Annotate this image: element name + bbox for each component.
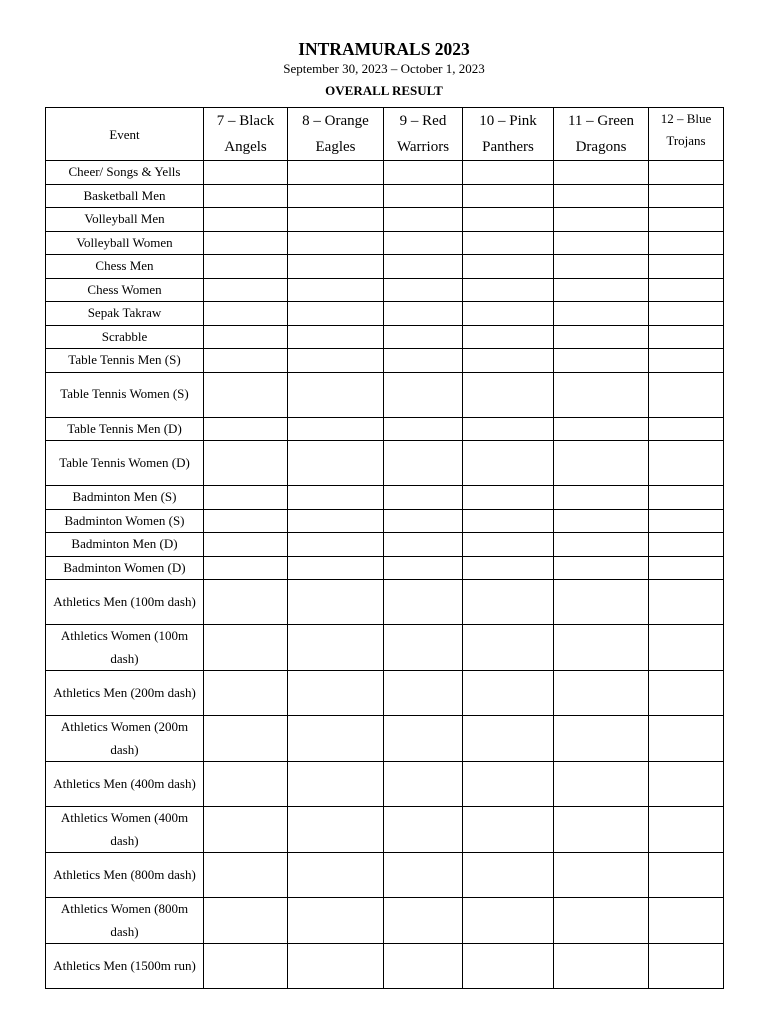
- overall-results-table: [45, 107, 724, 989]
- score-cell: [204, 278, 288, 302]
- table-row: [46, 762, 724, 807]
- score-cell: [554, 302, 649, 326]
- score-cell: [554, 349, 649, 373]
- score-cell: [554, 417, 649, 441]
- score-cell: [463, 533, 554, 557]
- score-cell: [649, 556, 724, 580]
- score-cell: [384, 325, 463, 349]
- score-cell: [204, 184, 288, 208]
- score-cell: [288, 372, 384, 417]
- score-cell: [649, 208, 724, 232]
- score-cell: [384, 807, 463, 853]
- header-row: [46, 108, 724, 161]
- table-row: [46, 208, 724, 232]
- event-cell: [46, 671, 204, 716]
- table-row: [46, 898, 724, 944]
- event-column-header: Event: [46, 108, 204, 161]
- score-cell: [204, 441, 288, 486]
- score-cell: [384, 762, 463, 807]
- event-name: Volleyball Women: [76, 234, 173, 250]
- table-row: [46, 533, 724, 557]
- score-cell: [288, 762, 384, 807]
- team-name: Panthers: [482, 139, 534, 155]
- score-cell: [463, 625, 554, 671]
- event-name: Athletics Men (400m dash): [53, 775, 196, 791]
- score-cell: [204, 807, 288, 853]
- score-cell: [384, 278, 463, 302]
- score-cell: [204, 944, 288, 989]
- event-cell: [46, 853, 204, 898]
- event-cell: [46, 441, 204, 486]
- score-cell: [384, 716, 463, 762]
- score-cell: [649, 533, 724, 557]
- score-cell: [288, 255, 384, 279]
- score-cell: [288, 671, 384, 716]
- team-number-color: 11 – Green: [567, 113, 635, 129]
- event-cell: [46, 161, 204, 185]
- event-name: Cheer/ Songs & Yells: [68, 164, 181, 179]
- event-name: Athletics Men (1500m run): [53, 957, 196, 973]
- score-cell: [649, 716, 724, 762]
- score-cell: [384, 372, 463, 417]
- table-row: [46, 944, 724, 989]
- score-cell: [204, 762, 288, 807]
- event-name: Chess Men: [95, 258, 154, 273]
- score-cell: [204, 533, 288, 557]
- team-name: Warriors: [396, 139, 450, 155]
- results-body: [46, 161, 724, 989]
- score-cell: [554, 231, 649, 255]
- score-cell: [554, 208, 649, 232]
- table-row: [46, 580, 724, 625]
- score-cell: [204, 231, 288, 255]
- event-cell: [46, 278, 204, 302]
- event-cell: [46, 807, 204, 853]
- score-cell: [384, 208, 463, 232]
- score-cell: [463, 441, 554, 486]
- team-number-color: 7 – Black: [216, 113, 275, 129]
- score-cell: [384, 417, 463, 441]
- score-cell: [649, 509, 724, 533]
- score-cell: [554, 807, 649, 853]
- score-cell: [649, 486, 724, 510]
- score-cell: [463, 184, 554, 208]
- score-cell: [384, 302, 463, 326]
- team-header-red-warriors: [384, 108, 463, 161]
- score-cell: [204, 372, 288, 417]
- score-cell: [554, 184, 649, 208]
- score-cell: [554, 161, 649, 185]
- document-title: INTRAMURALS 2023: [298, 39, 470, 59]
- table-row: [46, 255, 724, 279]
- score-cell: [463, 898, 554, 944]
- score-cell: [204, 509, 288, 533]
- score-cell: [288, 807, 384, 853]
- event-cell: [46, 486, 204, 510]
- score-cell: [463, 486, 554, 510]
- score-cell: [463, 716, 554, 762]
- event-name: Table Tennis Women (S): [60, 386, 189, 402]
- score-cell: [288, 486, 384, 510]
- score-cell: [554, 898, 649, 944]
- event-name: Basketball Men: [83, 187, 166, 203]
- score-cell: [288, 325, 384, 349]
- score-cell: [204, 208, 288, 232]
- table-row: [46, 302, 724, 326]
- table-row: [46, 853, 724, 898]
- team-number-color: 9 – Red: [399, 113, 447, 129]
- score-cell: [649, 853, 724, 898]
- score-cell: [554, 716, 649, 762]
- score-cell: [288, 556, 384, 580]
- date-range: September 30, 2023 – October 1, 2023: [283, 61, 485, 76]
- score-cell: [384, 853, 463, 898]
- event-cell: [46, 184, 204, 208]
- table-row: [46, 671, 724, 716]
- score-cell: [649, 278, 724, 302]
- score-cell: [384, 255, 463, 279]
- table-row: [46, 161, 724, 185]
- event-cell: [46, 208, 204, 232]
- table-row: [46, 184, 724, 208]
- score-cell: [554, 944, 649, 989]
- event-name: Table Tennis Men (D): [67, 420, 182, 436]
- event-cell: [46, 349, 204, 373]
- score-cell: [463, 325, 554, 349]
- score-cell: [288, 625, 384, 671]
- score-cell: [649, 807, 724, 853]
- table-row: [46, 349, 724, 373]
- score-cell: [554, 255, 649, 279]
- score-cell: [204, 853, 288, 898]
- event-name: Badminton Men (D): [71, 536, 178, 551]
- table-row: [46, 556, 724, 580]
- score-cell: [288, 533, 384, 557]
- event-name: Athletics Men (800m dash): [53, 866, 196, 882]
- score-cell: [204, 716, 288, 762]
- score-cell: [649, 944, 724, 989]
- score-cell: [204, 255, 288, 279]
- event-name: Athletics Women (100m dash): [60, 628, 189, 666]
- team-header-orange-eagles: [288, 108, 384, 161]
- event-cell: [46, 898, 204, 944]
- score-cell: [288, 509, 384, 533]
- score-cell: [288, 417, 384, 441]
- event-name: Athletics Men (100m dash): [53, 593, 196, 609]
- score-cell: [288, 349, 384, 373]
- score-cell: [463, 208, 554, 232]
- score-cell: [463, 762, 554, 807]
- score-cell: [288, 184, 384, 208]
- table-row: [46, 486, 724, 510]
- team-header-pink-panthers: [463, 108, 554, 161]
- score-cell: [288, 716, 384, 762]
- score-cell: [384, 556, 463, 580]
- score-cell: [554, 762, 649, 807]
- event-cell: [46, 417, 204, 441]
- score-cell: [554, 278, 649, 302]
- event-name: Table Tennis Men (S): [68, 352, 181, 367]
- table-row: [46, 325, 724, 349]
- event-name: Athletics Men (200m dash): [53, 684, 196, 700]
- score-cell: [463, 372, 554, 417]
- team-name: Angels: [224, 139, 267, 155]
- event-cell: [46, 556, 204, 580]
- score-cell: [204, 349, 288, 373]
- table-row: [46, 278, 724, 302]
- event-cell: [46, 716, 204, 762]
- score-cell: [204, 325, 288, 349]
- score-cell: [649, 898, 724, 944]
- event-name: Athletics Women (400m dash): [60, 810, 189, 848]
- score-cell: [204, 898, 288, 944]
- score-cell: [384, 184, 463, 208]
- score-cell: [649, 325, 724, 349]
- score-cell: [204, 625, 288, 671]
- score-cell: [384, 625, 463, 671]
- score-cell: [463, 556, 554, 580]
- table-row: [46, 807, 724, 853]
- table-row: [46, 372, 724, 417]
- section-heading: OVERALL RESULT: [325, 83, 443, 98]
- score-cell: [288, 161, 384, 185]
- table-row: [46, 417, 724, 441]
- score-cell: [288, 944, 384, 989]
- score-cell: [463, 580, 554, 625]
- score-cell: [288, 853, 384, 898]
- score-cell: [554, 580, 649, 625]
- score-cell: [554, 853, 649, 898]
- event-cell: [46, 325, 204, 349]
- score-cell: [463, 161, 554, 185]
- score-cell: [649, 441, 724, 486]
- score-cell: [463, 944, 554, 989]
- score-cell: [649, 580, 724, 625]
- score-cell: [649, 184, 724, 208]
- score-cell: [204, 161, 288, 185]
- score-cell: [463, 255, 554, 279]
- score-cell: [463, 349, 554, 373]
- score-cell: [463, 853, 554, 898]
- score-cell: [384, 671, 463, 716]
- event-name: Sepak Takraw: [87, 305, 162, 320]
- score-cell: [204, 580, 288, 625]
- score-cell: [554, 372, 649, 417]
- score-cell: [204, 556, 288, 580]
- event-cell: [46, 625, 204, 671]
- score-cell: [204, 417, 288, 441]
- score-cell: [554, 556, 649, 580]
- score-cell: [554, 441, 649, 486]
- event-cell: [46, 762, 204, 807]
- table-row: [46, 441, 724, 486]
- event-name: Athletics Women (800m dash): [60, 901, 189, 939]
- table-row: [46, 625, 724, 671]
- score-cell: [649, 372, 724, 417]
- score-cell: [384, 509, 463, 533]
- score-cell: [463, 509, 554, 533]
- score-cell: [463, 302, 554, 326]
- score-cell: [649, 302, 724, 326]
- score-cell: [384, 533, 463, 557]
- event-name: Badminton Men (S): [72, 489, 177, 504]
- score-cell: [554, 486, 649, 510]
- table-row: [46, 509, 724, 533]
- team-number-color: 10 – Pink: [479, 113, 537, 129]
- team-header-black-angels: [204, 108, 288, 161]
- score-cell: [384, 441, 463, 486]
- score-cell: [463, 671, 554, 716]
- score-cell: [649, 161, 724, 185]
- team-number-color: 8 – Orange: [302, 113, 369, 129]
- score-cell: [204, 486, 288, 510]
- team-header-blue-trojans: [649, 108, 724, 161]
- score-cell: [204, 671, 288, 716]
- event-name: Scrabble: [101, 328, 148, 344]
- score-cell: [288, 231, 384, 255]
- score-cell: [554, 671, 649, 716]
- score-cell: [649, 255, 724, 279]
- score-cell: [554, 325, 649, 349]
- score-cell: [288, 302, 384, 326]
- score-cell: [384, 486, 463, 510]
- event-cell: [46, 944, 204, 989]
- table-row: [46, 231, 724, 255]
- score-cell: [649, 231, 724, 255]
- table-row: [46, 716, 724, 762]
- event-cell: [46, 580, 204, 625]
- score-cell: [649, 625, 724, 671]
- score-cell: [554, 509, 649, 533]
- event-name: Badminton Women (S): [64, 512, 185, 528]
- score-cell: [288, 208, 384, 232]
- event-name: Athletics Women (200m dash): [60, 719, 189, 757]
- event-cell: [46, 372, 204, 417]
- score-cell: [649, 762, 724, 807]
- score-cell: [288, 580, 384, 625]
- team-name: Trojans: [666, 133, 706, 148]
- team-name: Eagles: [315, 139, 356, 155]
- event-cell: [46, 533, 204, 557]
- score-cell: [384, 161, 463, 185]
- event-name: Badminton Women (D): [63, 559, 186, 575]
- score-cell: [384, 898, 463, 944]
- score-cell: [384, 580, 463, 625]
- team-number-color: 12 – Blue: [660, 111, 712, 126]
- score-cell: [204, 302, 288, 326]
- team-name: Dragons: [575, 139, 627, 155]
- score-cell: [649, 671, 724, 716]
- score-cell: [649, 417, 724, 441]
- score-cell: [463, 278, 554, 302]
- score-cell: [384, 231, 463, 255]
- score-cell: [288, 441, 384, 486]
- score-cell: [288, 278, 384, 302]
- event-cell: [46, 231, 204, 255]
- score-cell: [649, 349, 724, 373]
- score-cell: [288, 898, 384, 944]
- score-cell: [384, 349, 463, 373]
- event-name: Chess Women: [87, 281, 162, 297]
- score-cell: [463, 807, 554, 853]
- event-name: Volleyball Men: [84, 211, 165, 226]
- team-header-green-dragons: [554, 108, 649, 161]
- score-cell: [384, 944, 463, 989]
- score-cell: [463, 417, 554, 441]
- event-name: Table Tennis Women (D): [59, 454, 190, 470]
- event-cell: [46, 255, 204, 279]
- score-cell: [554, 625, 649, 671]
- score-cell: [554, 533, 649, 557]
- event-cell: [46, 302, 204, 326]
- score-cell: [463, 231, 554, 255]
- event-cell: [46, 509, 204, 533]
